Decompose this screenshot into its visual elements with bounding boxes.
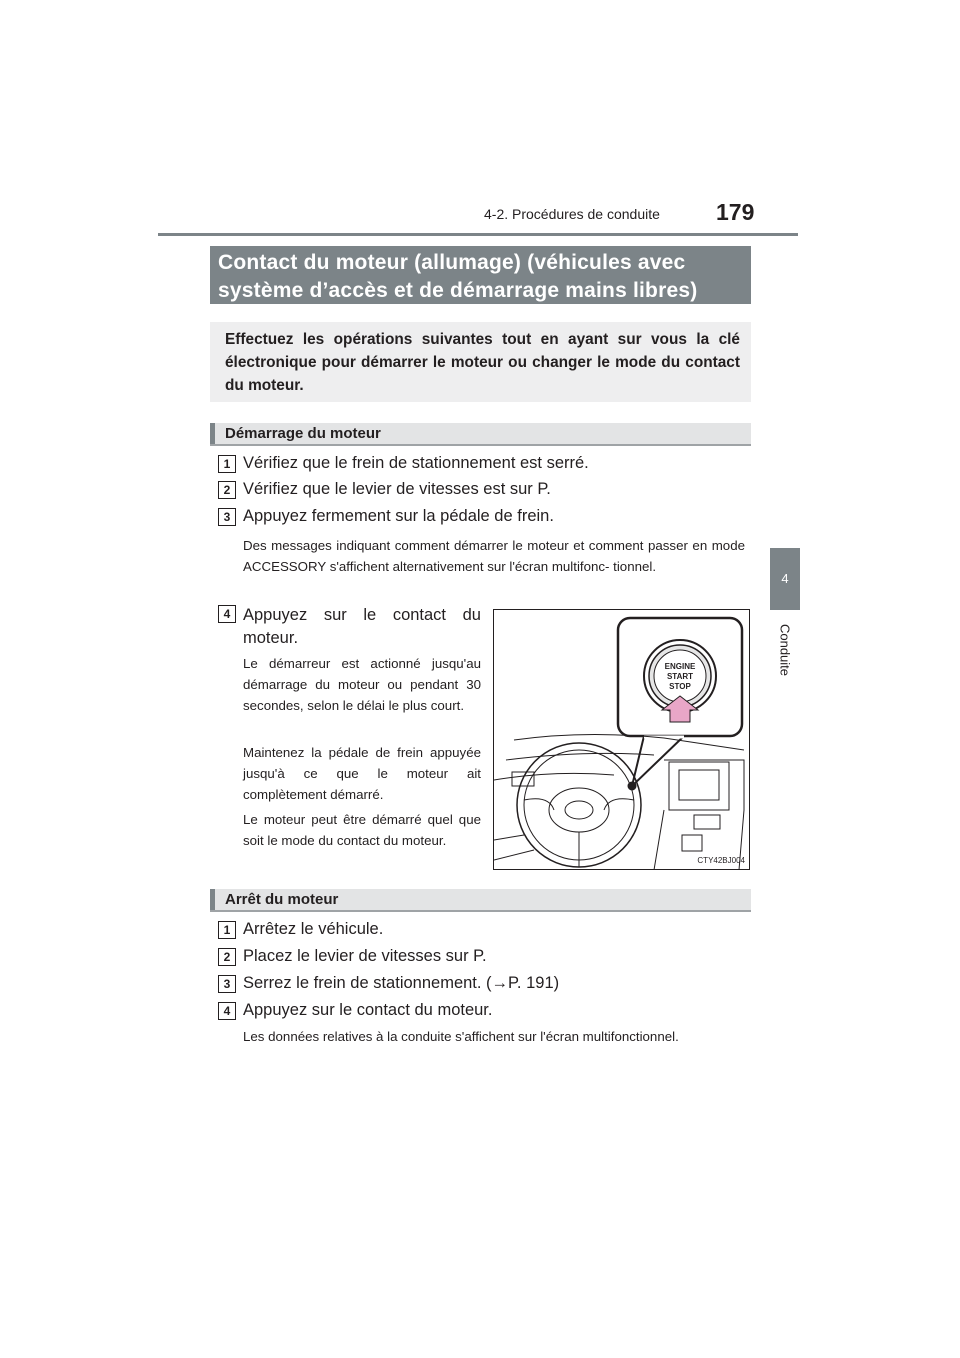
button-label-stop: STOP <box>669 682 691 691</box>
step-number: 1 <box>218 455 236 473</box>
step-note: Le moteur peut être démarré quel que soit le mode du contact du moteur. <box>243 812 481 848</box>
page-title-line2: système d’accès et de démarrage mains libres) <box>218 279 698 302</box>
step-note: Le démarreur est actionné jusqu'au démarrage du moteur ou pendant 30 secondes, selon le délai le plus court. <box>243 656 481 713</box>
intro-text: Effectuez les opérations suivantes tout en ayant sur vous la clé électronique pour démarrer le moteur ou changer le mode du contact du moteur. <box>210 322 751 402</box>
running-header-section: 4-2. Procédures de conduite <box>484 206 660 222</box>
section-heading-label: Démarrage du moteur <box>225 425 381 442</box>
step-text <box>243 604 481 650</box>
step-text: Appuyez fermement sur la pédale de frein. <box>243 507 554 525</box>
section-heading-start <box>210 423 751 446</box>
step-text: Serrez le frein de stationnement. (→P. 191) <box>243 974 560 992</box>
button-label-engine: ENGINE <box>664 662 696 671</box>
step-text-line: moteur. <box>243 629 299 647</box>
step-text-line: Appuyez sur le contact du <box>243 606 481 624</box>
step-text: Placez le levier de vitesses sur P. <box>243 947 487 965</box>
button-label-start: START <box>666 672 694 681</box>
step-text: Appuyez sur le contact du moteur. <box>243 1001 493 1019</box>
section-heading-stop <box>210 889 751 912</box>
step-number: 2 <box>218 948 236 966</box>
step-number: 4 <box>218 1002 236 1020</box>
engine-switch-illustration <box>493 609 750 870</box>
chapter-label-text: Conduite <box>777 623 793 677</box>
section-heading-label: Arrêt du moteur <box>225 891 339 908</box>
page-number: 179 <box>716 199 755 225</box>
step-text: Arrêtez le véhicule. <box>243 920 384 938</box>
dashboard-drawing <box>494 610 750 870</box>
step-number: 1 <box>218 921 236 939</box>
step-note: Maintenez la pédale de frein appuyée jusqu'à ce que le moteur ait complètement démarré. <box>243 745 481 802</box>
step-number: 4 <box>218 605 236 623</box>
chapter-label <box>770 620 800 680</box>
page-title <box>210 246 751 304</box>
page-title-line1: Contact du moteur (allumage) (véhicules avec <box>218 251 686 274</box>
step-note: Des messages indiquant comment démarrer le moteur et comment passer en mode ACCESSORY s'affichent alternativement sur l'écran multifonc- tionnel. <box>243 538 745 574</box>
step-note: Les données relatives à la conduite s'affichent sur l'écran multifonctionnel. <box>243 1029 679 1044</box>
header-divider <box>158 233 798 236</box>
section-heading-bar <box>210 423 215 444</box>
chapter-tab: 4 <box>770 548 800 610</box>
step-number: 3 <box>218 975 236 993</box>
section-heading-bar <box>210 889 215 910</box>
step-number: 2 <box>218 481 236 499</box>
step-text: Vérifiez que le levier de vitesses est sur P. <box>243 480 551 498</box>
figure-code: CTY42BJ004 <box>697 856 745 865</box>
step-text: Vérifiez que le frein de stationnement est serré. <box>243 454 589 472</box>
step-number: 3 <box>218 508 236 526</box>
